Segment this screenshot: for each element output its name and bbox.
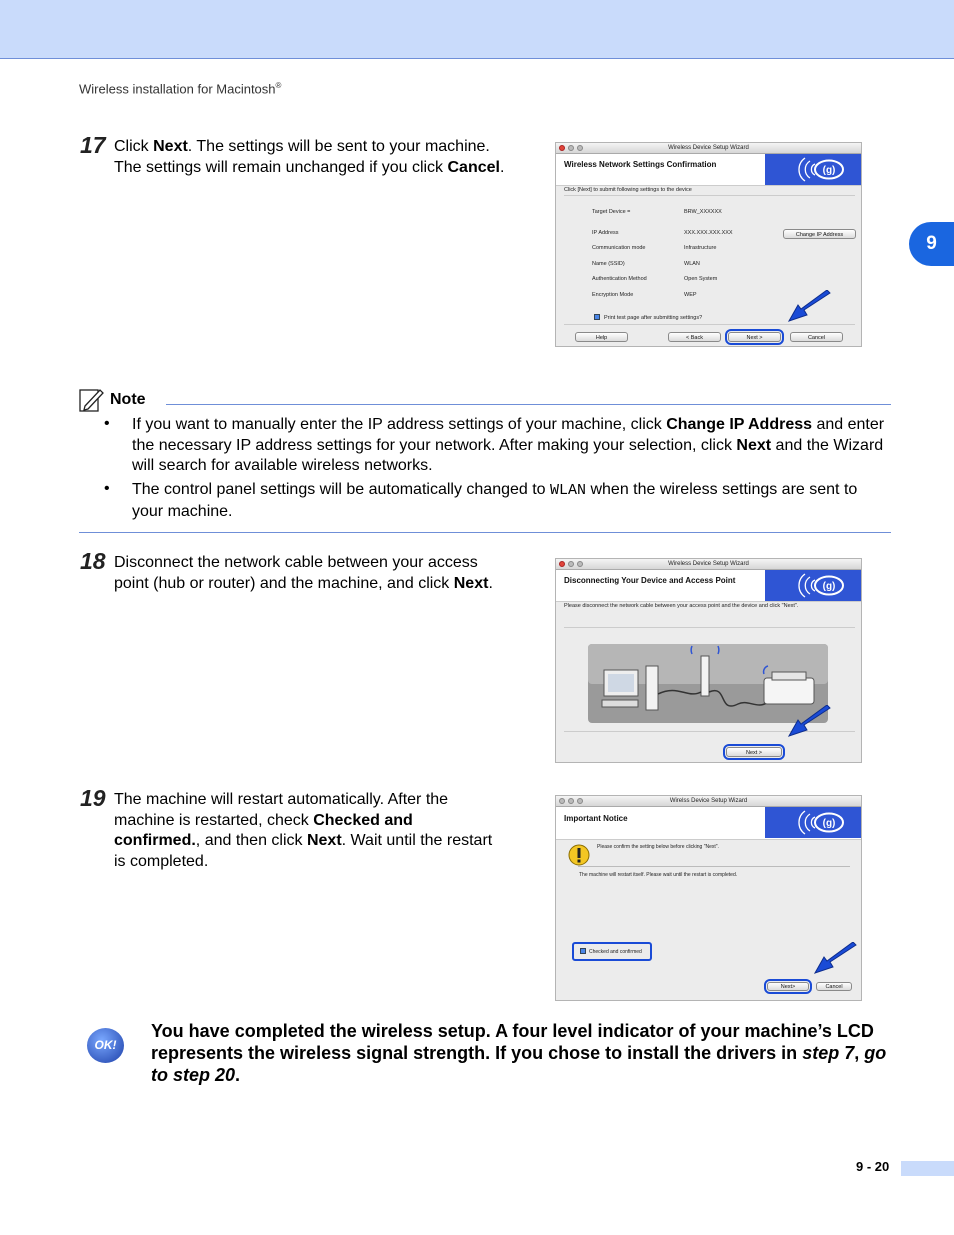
notice-line-1: Please confirm the setting below before clicking "Next". bbox=[597, 844, 719, 850]
note-label: Note bbox=[110, 391, 146, 408]
field-value: WEP bbox=[684, 292, 697, 298]
checked-confirmed-label: Checked and confirmed bbox=[589, 949, 642, 955]
note-bullet-1: If you want to manually enter the IP address settings of your machine, click Change IP Address and enter the necessary IP address settings for your network. After making your selection, click Next and the Wizard will search for available wireless networks. bbox=[132, 416, 885, 474]
next-button[interactable]: Next> bbox=[767, 982, 809, 991]
page-number-bar bbox=[901, 1161, 954, 1176]
field-label: Encryption Mode bbox=[592, 292, 634, 298]
next-button[interactable]: Next > bbox=[728, 332, 781, 342]
print-test-checkbox[interactable] bbox=[594, 314, 600, 320]
back-button[interactable]: < Back bbox=[668, 332, 721, 342]
field-label: Name (SSID) bbox=[592, 261, 625, 267]
step-number-18: 18 bbox=[80, 548, 106, 574]
step-17-text: Click Next. The settings will be sent to your machine. The settings will remain unchanged if you click Cancel. bbox=[114, 138, 505, 176]
note-top-rule bbox=[166, 404, 891, 405]
warning-icon bbox=[568, 844, 590, 866]
chapter-tab: 9 bbox=[909, 222, 954, 266]
note-bottom-rule bbox=[79, 532, 891, 533]
instruction-text: Click [Next] to submit following settings to the device bbox=[564, 187, 692, 193]
help-button[interactable]: Help bbox=[575, 332, 628, 342]
screen-heading: Wireless Network Settings Confirmation bbox=[564, 160, 717, 169]
note-bullet-2: The control panel settings will be automatically changed to WLAN when the wireless settings are sent to your machine. bbox=[132, 481, 858, 520]
running-head: Wireless installation for Macintosh® bbox=[79, 81, 282, 97]
svg-text:(g): (g) bbox=[822, 581, 836, 592]
pointer-arrow-icon bbox=[786, 705, 834, 741]
window-title: Wireless Device Setup Wizard bbox=[668, 145, 749, 151]
field-label: Authentication Method bbox=[592, 276, 647, 282]
screen-heading: Disconnecting Your Device and Access Point bbox=[564, 576, 736, 585]
bullet: • bbox=[104, 480, 110, 497]
wireless-logo-icon bbox=[765, 570, 861, 601]
window-title: Wireless Device Setup Wizard bbox=[668, 561, 749, 567]
print-test-label: Print test page after submitting settings? bbox=[604, 315, 703, 321]
top-band bbox=[0, 0, 954, 59]
cancel-button[interactable]: Cancel bbox=[790, 332, 843, 342]
screen-heading: Important Notice bbox=[564, 814, 628, 823]
pointer-arrow-icon bbox=[786, 290, 834, 326]
field-label: Target Device = bbox=[592, 209, 631, 215]
notice-line-2: The machine will restart itself. Please wait until the restart is completed. bbox=[579, 872, 738, 878]
change-ip-button[interactable]: Change IP Address bbox=[783, 229, 856, 239]
checked-confirmed-checkbox[interactable] bbox=[580, 948, 586, 954]
bullet: • bbox=[104, 415, 110, 432]
pointer-arrow-icon bbox=[812, 942, 860, 978]
ok-badge-icon: OK! bbox=[87, 1028, 124, 1063]
note-pencil-icon bbox=[79, 387, 105, 413]
field-value: XXX.XXX.XXX.XXX bbox=[684, 230, 733, 236]
wireless-logo-icon bbox=[765, 154, 861, 185]
svg-text:(g): (g) bbox=[822, 818, 836, 829]
wireless-logo-icon bbox=[765, 807, 861, 838]
field-value: Infrastructure bbox=[684, 245, 717, 251]
next-button[interactable]: Next > bbox=[726, 747, 782, 757]
svg-text:(g): (g) bbox=[822, 165, 836, 176]
page-number: 9 - 20 bbox=[856, 1159, 890, 1174]
step-18-text: Disconnect the network cable between your access point (hub or router) and the machine, and click Next. bbox=[114, 554, 493, 592]
cancel-button[interactable]: Cancel bbox=[816, 982, 852, 991]
completion-text: You have completed the wireless setup. A four level indicator of your machine’s LCD represents the wireless signal strength. If you chose to install the drivers in step 7, go to step 20. bbox=[151, 1021, 887, 1085]
instruction-text: Please disconnect the network cable between your access point and the device and click "Next". bbox=[564, 603, 799, 609]
step-number-17: 17 bbox=[80, 132, 106, 158]
step-number-19: 19 bbox=[80, 785, 106, 811]
window-title: Wirelss Device Setup Wizard bbox=[669, 798, 748, 804]
field-value: WLAN bbox=[684, 261, 700, 267]
step-19-text: The machine will restart automatically. After the machine is restarted, check Checked and confirmed., and then click Next. Wait until the restart is completed. bbox=[114, 791, 493, 870]
field-value: Open System bbox=[684, 276, 718, 282]
field-label: IP Address bbox=[592, 230, 619, 236]
field-label: Communication mode bbox=[592, 245, 646, 251]
field-value: BRW_XXXXXX bbox=[684, 209, 722, 215]
